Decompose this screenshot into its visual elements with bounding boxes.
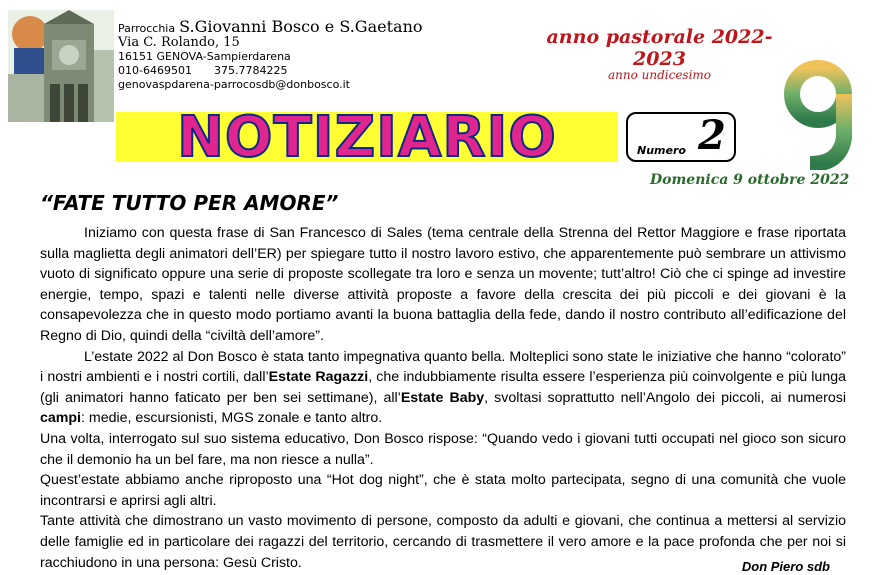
paragraph-1: Iniziamo con questa frase di San Francesco di Sales (tema centrale della Strenna del Rettor Maggiore e frase riportata sulla maglietta degli animatori dell’ER) per spiegare tutto il nostro lavoro estivo, che apparentemente può sembrare un attivismo vuoto di significato oppure una serie di proposte scollegate tra loro e senza un movente; tutt’altro! Ciò che ci spinge ad investire energie, tempo, spazi e talenti nelle diverse attività proposte a favore della crescita dei più piccoli e dei giovani è la consapevolezza che in questo modo portiamo avanti la buona battaglia della fede, dando il nostro contributo all’edificazione del Regno di Dio, quindi della “civiltà dell’amore”.: [40, 225, 846, 344]
campi: campi: [40, 410, 82, 427]
paragraph-2-part-e: : medie, escursionisti, MGS zonale e tanto altro.: [81, 410, 383, 427]
parish-city: 16151 GENOVA-Sampierdarena: [118, 50, 291, 63]
parish-address: Via C. Rolando, 15: [118, 35, 240, 50]
notiziario-banner: [116, 104, 618, 170]
estate-baby: Estate Baby: [400, 389, 485, 406]
phone-1: 010-6469501: [118, 64, 192, 77]
issue-number-label: Numero: [637, 144, 686, 157]
paragraph-5: Tante attività che dimostrano un vasto movimento di persone, composto da adulti e giovani, che continua a mettersi al servizio delle famiglie ed in particolare dei ragazzi del territorio, cercando di trasmettere il vero amore e la pace profonda che per noi si racchiudono in una persona: Gesù Cristo.: [40, 513, 846, 571]
paragraph-3: Una volta, interrogato sul suo sistema educativo, Don Bosco rispose: “Quando vedo i giovani tutti occupati nel gioco son sicuro che il demonio ha un bel fare, ma non riesce a nulla”.: [40, 430, 846, 468]
paragraph-2-part-c: , che indubbiamente risulta essere l’esperienza più coinvolgente e più lunga (gli animatori hanno faticato per ben sei settimane), all’: [40, 369, 846, 406]
parish-info: [118, 17, 423, 92]
paragraph-2-part-a: L’estate 2022 al Don Bosco è stata tanto impegnativa quanto bella. Molteplici sono state le iniziative che hanno “colorato” i nostri ambienti e i nostri cortili, dall’: [40, 348, 846, 386]
pastoral-year-sub: anno undicesimo: [607, 68, 712, 82]
issue-date: Domenica 9 ottobre 2022: [650, 172, 850, 188]
issue-number-value: 2: [698, 112, 726, 159]
paragraph-2: [40, 347, 846, 429]
issue-number-box: [626, 112, 736, 162]
number-nine-logo-icon: [780, 60, 860, 170]
article-body: [40, 223, 846, 573]
banner-title: NOTIZIARIO: [177, 104, 557, 170]
phone-2: 375.7784225: [213, 64, 288, 77]
article-title: “FATE TUTTO PER AMORE”: [40, 191, 339, 215]
paragraph-4: Quest’estate abbiamo anche riproposto una “Hot dog night”, che è stata molto partecipata, segno di una comunità che vuole incontrarsi e aprirsi agli altri.: [40, 472, 846, 509]
signature: Don Piero sdb: [741, 559, 830, 574]
pastoral-year: [532, 26, 787, 82]
pastoral-year-title: anno pastorale 2022-2023: [546, 26, 773, 70]
parish-email[interactable]: genovaspdarena-parrocosdb@donbosco.it: [118, 78, 350, 91]
estate-ragazzi: Estate Ragazzi: [268, 369, 369, 386]
parish-name: S.Giovanni Bosco e S.Gaetano: [179, 17, 423, 36]
paragraph-2-part-d: , svoltasi soprattutto nell’Angolo dei piccoli, ai numerosi: [484, 389, 846, 406]
church-logo-icon: [8, 10, 114, 122]
parish-prefix: Parrocchia: [118, 22, 176, 35]
